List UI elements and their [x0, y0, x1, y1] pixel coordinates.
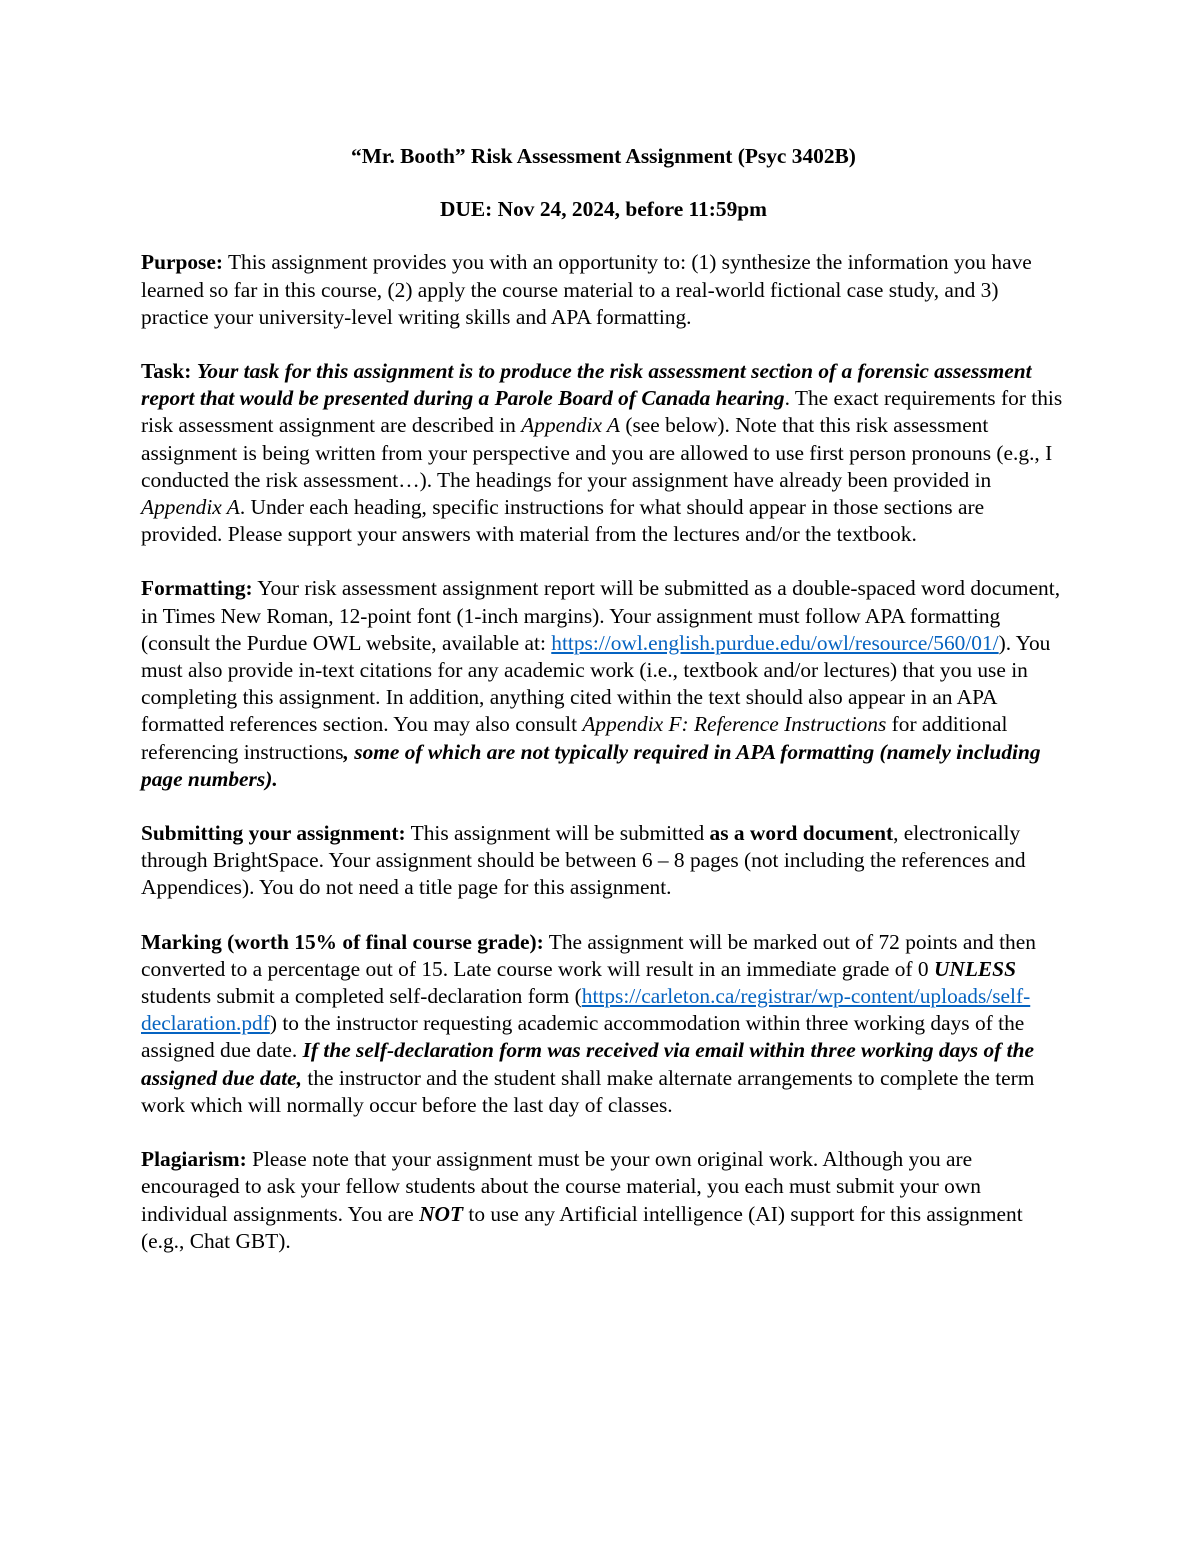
marking-unless: UNLESS — [933, 956, 1016, 981]
formatting-paragraph — [141, 575, 1066, 793]
purpose-heading: Purpose: — [141, 250, 223, 275]
formatting-text-2: ). You must also provide in-text citations for any academic work (i.e., textbook and/or lectures) that you use in completing this assignment. In addition, anything cited within the text should also appear in an APA formatted references section. You may also consult — [141, 630, 1051, 737]
formatting-appendix: Appendix F: Reference Instructions — [582, 712, 887, 737]
submitting-heading: Submitting your assignment: — [141, 821, 406, 846]
formatting-text-3: for additional referencing instructions — [141, 712, 1008, 764]
task-text-1: . The exact requirements for this risk assessment assignment are described in — [141, 386, 1063, 438]
plagiarism-paragraph — [141, 1146, 1066, 1255]
formatting-text-1: Your risk assessment assignment report will be submitted as a double-spaced word document, in Times New Roman, 12-point font (1-inch margins). Your assignment must follow APA formatting (consult the Purdue OWL website, available at: — [141, 576, 1061, 655]
due-date: DUE: Nov 24, 2024, before 11:59pm — [440, 197, 767, 222]
plagiarism-not: NOT — [419, 1201, 464, 1226]
marking-text-4: the instructor and the student shall make alternate arrangements to complete the term work which will normally occur before the last day of classes. — [141, 1065, 1035, 1117]
document-body — [141, 143, 1066, 1255]
task-appendix-1: Appendix A — [521, 413, 620, 438]
marking-paragraph — [141, 929, 1066, 1119]
task-emphasis: Your task for this assignment is to produce the risk assessment section of a forensic assessment report that would be presented during a Parole Board of Canada hearing — [141, 359, 1032, 411]
plagiarism-text-2: to use any Artificial intelligence (AI) support for this assignment (e.g., Chat GBT). — [141, 1201, 1023, 1253]
formatting-emphasis: , some of which are not typically required in APA formatting (namely including page numbers). — [141, 739, 1041, 791]
submitting-bold: as a word document — [709, 821, 894, 846]
marking-text-1: The assignment will be marked out of 72 points and then converted to a percentage out of 15. Late course work will result in an immediate grade of 0 — [141, 929, 1036, 981]
assignment-title: “Mr. Booth” Risk Assessment Assignment (Psyc 3402B) — [351, 144, 856, 168]
marking-text-2: students submit a completed self-declaration form ( — [141, 984, 582, 1009]
purdue-owl-link[interactable]: https://owl.english.purdue.edu/owl/resource/560/01/ — [551, 630, 999, 655]
task-heading: Task: — [141, 359, 192, 384]
marking-text-3: ) to the instructor requesting academic accommodation within three working days of the assigned due date. — [141, 1011, 1025, 1063]
formatting-heading: Formatting: — [141, 576, 253, 601]
plagiarism-text-1: Please note that your assignment must be your own original work. Although you are encouraged to ask your fellow students about the course material, you each must submit your own individual assignments. You are — [141, 1147, 981, 1226]
task-text-2: (see below). Note that this risk assessment assignment is being written from your perspective and you are allowed to use first person pronouns (e.g., I conducted the risk assessment…). The headings for your assignment have already been provided in — [141, 413, 1053, 492]
task-text-3: . Under each heading, specific instructions for what should appear in those sections are provided. Please support your answers with material from the lectures and/or the textbook. — [141, 495, 985, 547]
submitting-text-1: This assignment will be submitted — [405, 821, 710, 846]
marking-heading: Marking (worth 15% of final course grade): — [141, 929, 544, 954]
self-declaration-link[interactable]: https://carleton.ca/registrar/wp-content/uploads/self-declaration.pdf — [141, 984, 1031, 1036]
submitting-paragraph — [141, 820, 1066, 902]
plagiarism-heading: Plagiarism: — [141, 1147, 247, 1172]
purpose-text: This assignment provides you with an opportunity to: (1) synthesize the information you have learned so far in this course, (2) apply the course material to a real-world fictional case study, and 3) practice your university-level writing skills and APA formatting. — [141, 250, 1032, 329]
task-appendix-2: Appendix A — [141, 495, 240, 520]
purpose-paragraph — [141, 249, 1066, 331]
submitting-text-2: , electronically through BrightSpace. Your assignment should be between 6 – 8 pages (not including the references and Appendices). You do not need a title page for this assignment. — [141, 821, 1026, 900]
task-paragraph — [141, 358, 1066, 548]
marking-emphasis: If the self-declaration form was received via email within three working days of the assigned due date, — [141, 1038, 1034, 1090]
